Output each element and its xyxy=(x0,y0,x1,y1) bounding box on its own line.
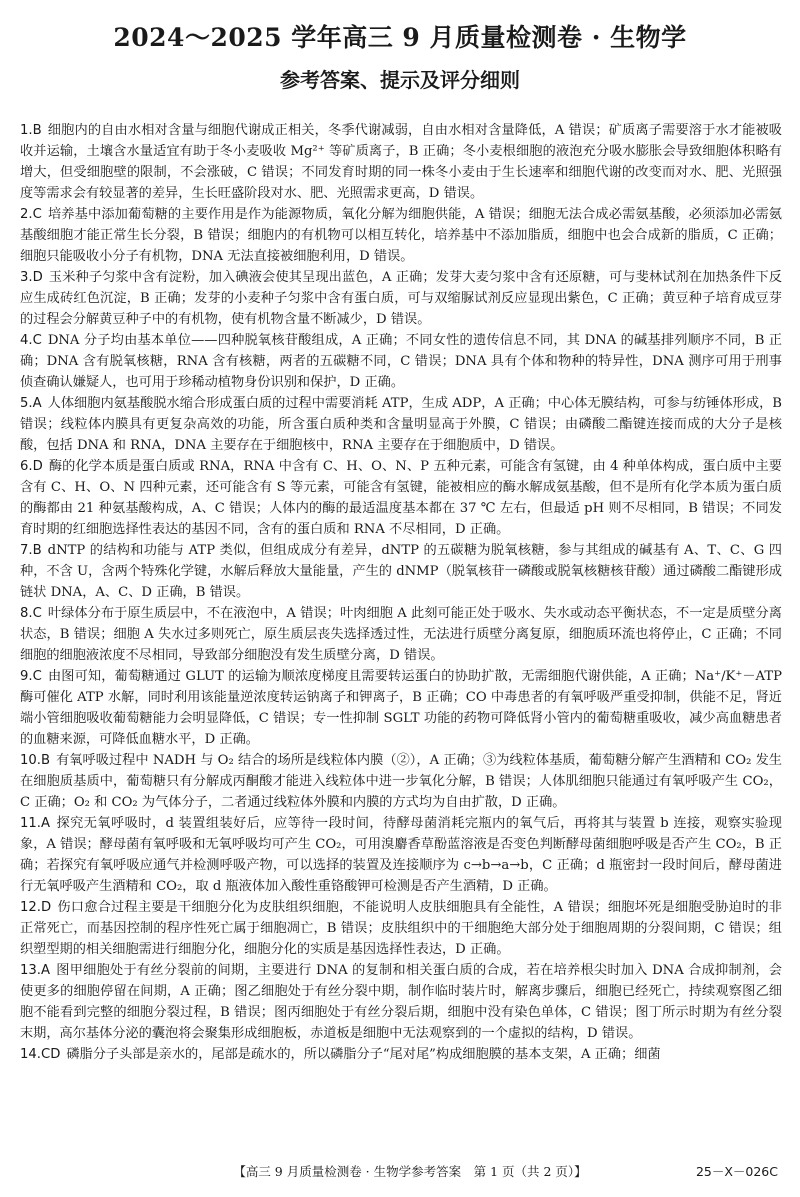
answer-choice: B xyxy=(40,753,51,768)
question-number: 2. xyxy=(20,207,33,222)
question-number: 14. xyxy=(20,1047,41,1062)
answer-explanation: 由图可知，葡萄糖通过 GLUT 的运输为顺浓度梯度且需要转运蛋白的协助扩散，无需细胞代谢供能，A 正确；Na⁺/K⁺－ATP 酶可催化 ATP 水解，同时利用该能量逆浓度转运钠离子和钾离子，B 正确；CO 中毒患者的有氧呼吸严重受抑制，供能不足，肾近端小管细胞吸收葡萄糖能力会明显降低，C 错误；专一性抑制 SGLT 功能的药物可降低肾小管内的葡萄糖重吸收，减少高血糖患者的血糖来源，可降低血糖水平，D 正确。 xyxy=(20,669,782,747)
answer-choice: C xyxy=(32,333,42,348)
question-number: 12. xyxy=(20,900,41,915)
answer-list xyxy=(20,120,782,1065)
answer-choice: D xyxy=(40,900,52,915)
question-number: 8. xyxy=(20,606,33,621)
answer-explanation: 人体细胞内氨基酸脱水缩合形成蛋白质的过程中需要消耗 ATP，生成 ADP，A 正确；中心体无膜结构，可参与纺锤体形成，B 错误；线粒体内膜具有更复杂高效的功能，所含蛋白质种类和含量明显高于外膜，C 错误；由磷酸二酯键连接而成的大分子是核酸，包括 DNA 和 RNA，DNA 主要存在于细胞核中，RNA 主要存在于细胞质中，D 错误。 xyxy=(20,396,782,453)
answer-explanation: 玉米种子匀浆中含有淀粉，加入碘液会使其呈现出蓝色，A 正确；发芽大麦匀浆中含有还原糖，可与斐林试剂在加热条件下反应生成砖红色沉淀，B 正确；发芽的小麦种子匀浆中含有蛋白质，可与双缩脲试剂反应显现出紫色，C 正确；黄豆种子培育成豆芽的过程会分解黄豆种子中的有机物，使有机物含量不断减少，D 错误。 xyxy=(20,270,782,327)
answer-choice: A xyxy=(40,816,51,831)
answer-item xyxy=(20,267,782,330)
answer-item xyxy=(20,393,782,456)
question-number: 3. xyxy=(20,270,33,285)
page-subtitle: 参考答案、提示及评分细则 xyxy=(280,68,520,92)
question-number: 5. xyxy=(20,396,33,411)
answer-explanation: 叶绿体分布于原生质层中，不在液泡中，A 错误；叶肉细胞 A 此刻可能正处于吸水、失水或动态平衡状态，不一定是质壁分离状态，B 错误；细胞 A 失水过多则死亡，原生质层丧失选择透过性，无法进行质壁分离复原，细胞质环流也将停止，C 正确；不同细胞的细胞液浓度不尽相同，导致部分细胞没有发生质壁分离，D 错误。 xyxy=(20,606,782,663)
answer-item xyxy=(20,750,782,813)
answer-item xyxy=(20,960,782,1044)
answer-choice: A xyxy=(32,396,42,411)
answer-choice: A xyxy=(40,963,51,978)
question-number: 1. xyxy=(20,123,33,138)
question-number: 13. xyxy=(20,963,41,978)
answer-item xyxy=(20,204,782,267)
answer-explanation: 伤口愈合过程主要是干细胞分化为皮肤组织细胞，不能说明人皮肤细胞具有全能性，A 错误；细胞坏死是细胞受胁迫时的非正常死亡，而基因控制的程序性死亡属于细胞凋亡，B 错误；皮肤组织中的干细胞绝大部分处于细胞周期的分裂间期，C 错误；组织塑型期的相关细胞需进行细胞分化，细胞分化的实质是基因选择性表达，D 正确。 xyxy=(20,900,782,957)
question-number: 6. xyxy=(20,459,33,474)
answer-item xyxy=(20,813,782,897)
answer-item xyxy=(20,330,782,393)
question-number: 10. xyxy=(20,753,41,768)
answer-choice: D xyxy=(32,459,43,474)
answer-choice: D xyxy=(32,270,43,285)
answer-choice: C xyxy=(32,606,42,621)
question-number: 9. xyxy=(20,669,33,684)
answer-explanation: DNA 分子均由基本单位——四种脱氧核苷酸组成，A 正确；不同女性的遗传信息不同，其 DNA 的碱基排列顺序不同，B 正确；DNA 含有脱氧核糖，RNA 含有核糖，两者的五碳糖不同，C 错误；DNA 具有个体和物种的特异性，DNA 测序可用于刑事侦查确认嫌疑人，也可用于珍稀动植物身份识别和保护，D 正确。 xyxy=(20,333,782,390)
footer-page-info: 【高三 9 月质量检测卷 · 生物学参考答案 第 1 页（共 2 页）】 xyxy=(233,1164,587,1179)
answer-item xyxy=(20,456,782,540)
answer-item xyxy=(20,540,782,603)
answer-item xyxy=(20,603,782,666)
footer-exam-code: 25－X－026C xyxy=(695,1164,778,1179)
answer-explanation: 细胞内的自由水相对含量与细胞代谢成正相关，冬季代谢减弱，自由水相对含量降低，A 错误；矿质离子需要溶于水才能被吸收并运输，土壤含水量适宜有助于冬小麦吸收 Mg²⁺ 等矿质离子，B 正确；冬小麦根细胞的液泡充分吸水膨胀会导致细胞体积略有增大，但受细胞壁的限制，不会涨破，C 错误；不同发育时期的同一株冬小麦由于生长速率和细胞代谢的改变而对水、肥、光照强度等需求会有较显著的差异，生长旺盛阶段对水、肥、光照需求更高，D 错误。 xyxy=(20,123,782,201)
answer-choice: B xyxy=(32,543,42,558)
answer-item xyxy=(20,120,782,204)
page-footer xyxy=(0,1160,800,1184)
answer-explanation: 磷脂分子头部是亲水的，尾部是疏水的，所以磷脂分子“尾对尾”构成细胞膜的基本支架，A 正确；细菌 xyxy=(66,1047,661,1062)
question-number: 11. xyxy=(20,816,41,831)
answer-explanation: 有氧呼吸过程中 NADH 与 O₂ 结合的场所是线粒体内膜（②），A 正确；③为线粒体基质，葡萄糖分解产生酒精和 CO₂ 发生在细胞质基质中，葡萄糖只有分解成丙酮酸才能进入线粒体中进一步氧化分解，B 错误；人体肌细胞只能通过有氧呼吸产生 CO₂，C 正确；O₂ 和 CO₂ 为气体分子，二者通过线粒体外膜和内膜的方式均为自由扩散，D 正确。 xyxy=(20,753,782,810)
answer-choice: C xyxy=(32,669,42,684)
answer-explanation: 酶的化学本质是蛋白质或 RNA，RNA 中含有 C、H、O、N、P 五种元素，可能含有氢键，由 4 种单体构成，蛋白质中主要含有 C、H、O、N 四种元素，还可能含有 S 等元素，可能含有氢键，能被相应的酶水解成氨基酸，但不是所有化学本质为蛋白质的酶都由 21 种氨基酸构成，A、C 错误；人体内的酶的最适温度基本都在 37 ℃ 左右，但最适 pH 则不尽相同，B 错误；不同发育时期的红细胞选择性表达的基因不同，含有的蛋白质和 RNA 不尽相同，D 正确。 xyxy=(20,459,782,537)
answer-explanation: 探究无氧呼吸时，d 装置组装好后，应等待一段时间，待酵母菌消耗完瓶内的氧气后，再将其与装置 b 连接，观察实验现象，A 错误；酵母菌有氧呼吸和无氧呼吸均可产生 CO₂，可用溴麝香草酚蓝溶液是否变色判断酵母菌细胞呼吸是否产生 CO₂，B 正确；若探究有氧呼吸应通气并检测呼吸产物，可以选择的装置及连接顺序为 c→b→a→b，C 正确；d 瓶密封一段时间后，酵母菌进行无氧呼吸产生酒精和 CO₂，取 d 瓶液体加入酸性重铬酸钾可检测是否产生酒精，D 正确。 xyxy=(20,816,782,894)
question-number: 7. xyxy=(20,543,33,558)
answer-explanation: 培养基中添加葡萄糖的主要作用是作为能源物质，氧化分解为细胞供能，A 错误；细胞无法合成必需氨基酸，必须添加必需氨基酸细胞才能正常生长分裂，B 错误；细胞内的有机物可以相互转化，培养基中不添加脂质，细胞中也会合成新的脂质，C 正确；细胞只能吸收小分子有机物，DNA 无法直接被细胞利用，D 错误。 xyxy=(20,207,782,264)
answer-explanation: 图甲细胞处于有丝分裂前的间期，主要进行 DNA 的复制和相关蛋白质的合成，若在培养根尖时加入 DNA 合成抑制剂，会使更多的细胞停留在间期，A 正确；图乙细胞处于有丝分裂中期，制作临时装片时，解离步骤后，细胞已经死亡，持续观察图乙细胞不能看到完整的细胞分裂过程，B 错误；图丙细胞处于有丝分裂后期，细胞中没有染色单体，C 错误；图丁所示时期为有丝分裂末期，高尔基体分泌的囊泡将会聚集形成细胞板，赤道板是细胞中无法观察到的一个虚拟的结构，D 错误。 xyxy=(20,963,782,1041)
answer-item xyxy=(20,1044,782,1065)
answer-choice: CD xyxy=(40,1047,61,1062)
question-number: 4. xyxy=(20,333,33,348)
answer-explanation: dNTP 的结构和功能与 ATP 类似，但组成成分有差异，dNTP 的五碳糖为脱氧核糖，参与其组成的碱基有 A、T、C、G 四种，不含 U，含两个特殊化学键，水解后释放大量能量，产生的 dNMP（脱氧核苷一磷酸或脱氧核糖核苷酸）通过磷酸二酯键形成链状 DNA，A、C、D 正确，B 错误。 xyxy=(20,543,782,600)
answer-choice: B xyxy=(32,123,42,138)
answer-item xyxy=(20,897,782,960)
page-title: 2024～2025 学年高三 9 月质量检测卷 · 生物学 xyxy=(113,23,687,52)
answer-choice: C xyxy=(32,207,42,222)
answer-item xyxy=(20,666,782,750)
